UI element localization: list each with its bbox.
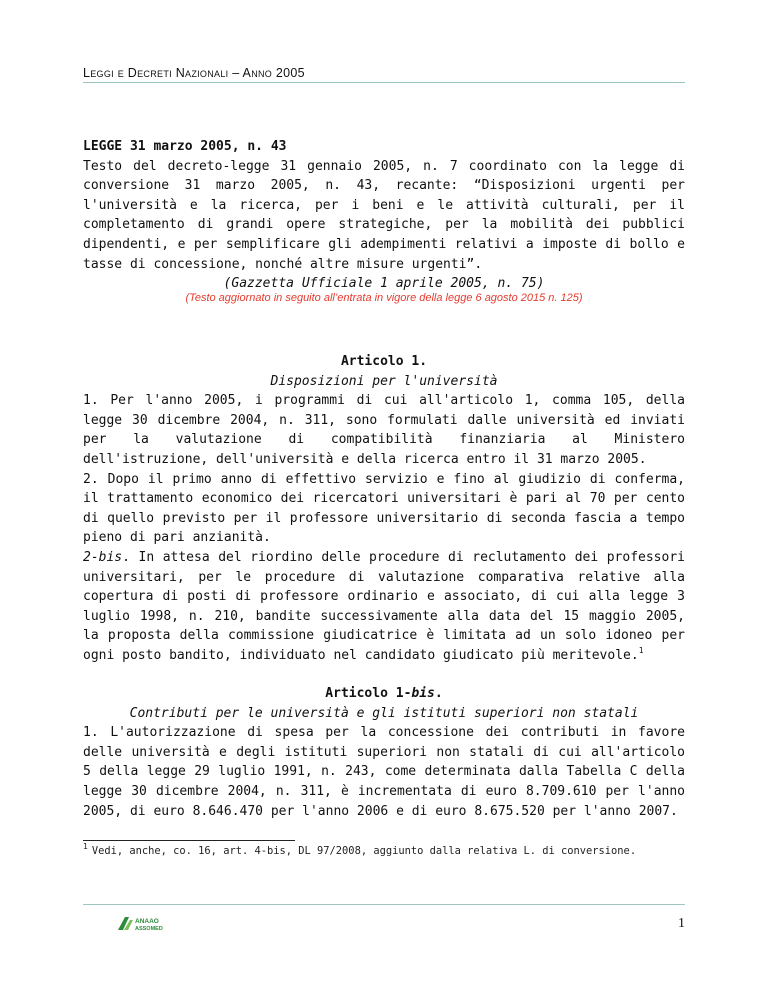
article-1-subtitle: Disposizioni per l'università bbox=[270, 373, 498, 389]
paragraph-label: 2-bis bbox=[83, 549, 123, 565]
running-header: Leggi e Decreti Nazionali – Anno 2005 bbox=[83, 66, 305, 80]
paragraph-text: . In attesa del riordino delle procedure di reclutamento dei professori universitari, per le procedure di valutazione comparativa relative alla copertura di posti di professore ordinario e associato, di cui alla legge 3 luglio 1998, n. 210, bandite successivamente alla data del 15 maggio 2005, la proposta della commissione giudicatrice è limitata ad un solo idoneo per ogni posto bandito, individuato nel candidato giudicato più meritevole. bbox=[83, 549, 685, 663]
law-preamble bbox=[83, 137, 685, 294]
article-1-paragraph-2: 2. Dopo il primo anno di effettivo servizio e fino al giudizio di conferma, il trattamento economico dei ricercatori universitari è pari al 70 per cento di quello previsto per il professore universitario di seconda fascia a tempo pieno di pari anzianità. bbox=[83, 471, 685, 546]
header-rule bbox=[83, 82, 685, 83]
article-1 bbox=[83, 352, 685, 666]
anaao-assomed-logo bbox=[116, 914, 168, 932]
article-1-bis-paragraph-1: 1. L'autorizzazione di spesa per la concessione dei contributi in favore delle università e degli istituti superiori non statali di cui all'articolo 5 della legge 29 luglio 1991, n. 243, come determinata dalla Tabella C della legge 30 dicembre 2004, n. 311, è incrementata di euro 8.709.610 per l'anno 2005, di euro 8.646.470 per l'anno 2006 e di euro 8.675.520 per l'anno 2007. bbox=[83, 725, 685, 819]
article-1-paragraph-2bis bbox=[83, 548, 685, 666]
law-description: Testo del decreto-legge 31 gennaio 2005, n. 7 coordinato con la legge di conversione 31 marzo 2005, n. 43, recante: “Disposizioni urgenti per l'università e la ricerca, per i beni e le attività culturali, per il completamento di grandi opere strategiche, per la mobilità dei pubblici dipendenti, e per semplificare gli adempimenti relativi a imposte di bollo e tasse di concessione, nonché altre misure urgenti”. bbox=[83, 158, 685, 272]
article-1-bis-title: Articolo 1-bis. bbox=[325, 686, 443, 701]
law-title: LEGGE 31 marzo 2005, n. 43 bbox=[83, 139, 287, 154]
footnote-number: 1 bbox=[83, 842, 88, 851]
footnote-rule bbox=[83, 840, 295, 841]
article-1-title: Articolo 1. bbox=[340, 354, 428, 369]
logo-text-bottom: ASSOMED bbox=[135, 926, 163, 932]
gazzetta-reference: (Gazzetta Ufficiale 1 aprile 2005, n. 75) bbox=[223, 276, 545, 292]
footnote-ref[interactable]: 1 bbox=[638, 645, 644, 655]
footnote-text: Vedi, anche, co. 16, art. 4-bis, DL 97/2008, aggiunto dalla relativa L. di conversione. bbox=[91, 845, 637, 857]
article-1-paragraph-1: 1. Per l'anno 2005, i programmi di cui all'articolo 1, comma 105, della legge 30 dicembre 2004, n. 311, sono formulati dalle università ed inviati per la valutazione di compatibilità finanziaria al Ministero dell'istruzione, dell'università e della ricerca entro il 31 marzo 2005. bbox=[83, 393, 685, 467]
footer-rule bbox=[83, 904, 685, 905]
article-1-bis-subtitle: Contributi per le università e gli istituti superiori non statali bbox=[129, 705, 639, 721]
page-number: 1 bbox=[678, 916, 685, 931]
footnote bbox=[83, 842, 693, 857]
article-1-bis bbox=[83, 684, 685, 821]
update-note: (Testo aggiornato in seguito all’entrata in vigore della legge 6 agosto 2015 n. 125) bbox=[185, 292, 583, 304]
logo-text-top: ANAAO bbox=[135, 918, 159, 925]
